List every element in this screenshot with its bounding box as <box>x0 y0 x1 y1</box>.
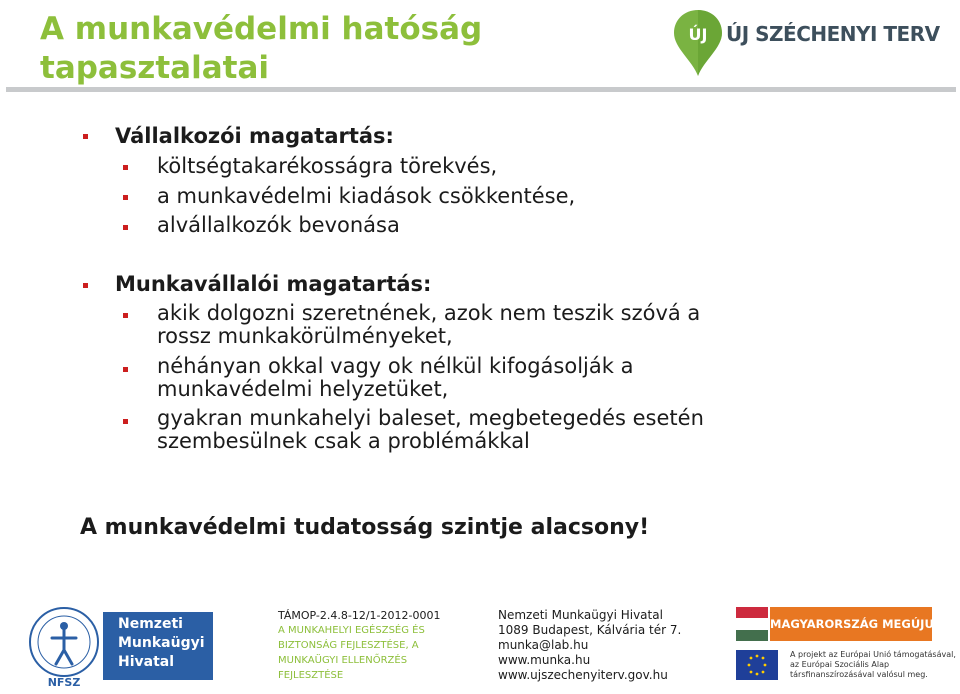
list-item-line1: néhányan okkal vagy ok nélkül kifogásolják a <box>157 354 634 378</box>
org-name: Nemzeti Munkaügyi Hivatal <box>498 608 663 622</box>
bullet-icon <box>123 313 128 318</box>
project-line: A MUNKAHELYI EGÉSZSÉG ÉS <box>278 625 425 636</box>
nfsz-seal-logo-icon <box>26 604 102 688</box>
slide-title-line2: tapasztalatai <box>40 50 269 86</box>
nmh-line: Munkaügyi <box>118 635 205 651</box>
bullet-icon <box>123 419 128 424</box>
bullet-icon <box>83 283 88 288</box>
bullet-icon <box>123 165 128 170</box>
list-item: alvállalkozók bevonása <box>157 213 400 237</box>
list-item: a munkavédelmi kiadások csökkentése, <box>157 184 576 208</box>
bullet-icon <box>123 367 128 372</box>
nmh-line: Nemzeti <box>118 616 183 632</box>
title-divider <box>6 87 956 92</box>
eu-line: A projekt az Európai Unió támogatásával, <box>790 650 956 659</box>
conclusion-text: A munkavédelmi tudatosság szintje alacsony! <box>80 515 650 540</box>
nmh-logo <box>103 612 213 680</box>
list-item-line2: szembesülnek csak a problémákkal <box>157 429 530 453</box>
slide-title-line1: A munkavédelmi hatóság <box>40 11 483 47</box>
bullet-icon <box>123 195 128 200</box>
pin-logo-icon <box>672 8 724 78</box>
nfsz-label: NFSZ <box>47 676 81 688</box>
szechenyi-website-link[interactable]: www.ujszechenyiterv.gov.hu <box>498 668 668 682</box>
org-website-link[interactable]: www.munka.hu <box>498 653 591 667</box>
nmh-line: Hivatal <box>118 654 175 670</box>
list-item-line1: gyakran munkahelyi baleset, megbetegedés esetén <box>157 406 704 430</box>
project-line: FEJLESZTÉSE <box>278 670 344 681</box>
tamop-code: TÁMOP-2.4.8-12/1-2012-0001 <box>278 609 441 622</box>
bullet-icon <box>83 134 88 139</box>
hungarian-flag-icon <box>736 607 768 641</box>
footer <box>0 600 960 694</box>
eu-line: az Európai Szociális Alap <box>790 660 890 669</box>
project-line: BIZTONSÁG FEJLESZTÉSE, A <box>278 640 419 651</box>
eu-line: társfinanszírozásával valósul meg. <box>790 670 928 679</box>
magyarorszag-megujul-logo <box>736 607 942 641</box>
list-item: költségtakarékosságra törekvés, <box>157 154 498 178</box>
org-address: 1089 Budapest, Kálvária tér 7. <box>498 623 682 637</box>
mm-label: MAGYARORSZÁG MEGÚJUL <box>770 607 932 641</box>
list-item-line2: munkavédelmi helyzetüket, <box>157 377 449 401</box>
eu-funding-note <box>790 650 956 680</box>
uj-szechenyi-terv-logo <box>672 8 940 78</box>
section1-heading: Vállalkozói magatartás: <box>115 124 394 148</box>
brand-label: ÚJ SZÉCHENYI TERV <box>726 22 940 46</box>
bullet-icon <box>123 225 128 230</box>
organization-contact <box>498 608 681 683</box>
project-info <box>278 608 441 683</box>
section2-heading: Munkavállalói magatartás: <box>115 272 432 296</box>
project-line: MUNKAÜGYI ELLENŐRZÉS <box>278 655 408 666</box>
brand-text <box>726 22 940 46</box>
list-item-line1: akik dolgozni szeretnének, azok nem teszik szóvá a <box>157 301 701 325</box>
org-email-link[interactable]: munka@lab.hu <box>498 638 589 652</box>
list-item-line2: rossz munkakörülményeket, <box>157 324 453 348</box>
eu-flag-icon <box>736 650 778 680</box>
brand-badge-text: ÚJ <box>688 25 708 44</box>
slide-title <box>40 10 482 88</box>
